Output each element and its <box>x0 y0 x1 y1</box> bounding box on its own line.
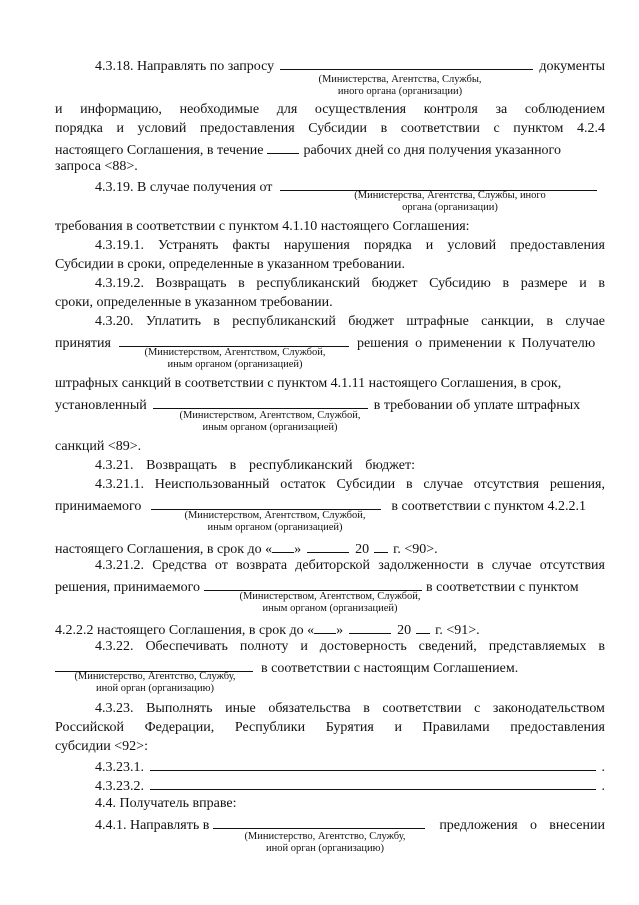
blank-ministry <box>280 57 533 70</box>
clause-4-4: 4.4. Получатель вправе: <box>95 796 237 811</box>
clause-4-3-21-1: 4.3.21.1. Неиспользованный остаток Субсидии в случае отсутствия решения, <box>95 477 605 492</box>
clause-4-3-18: 4.3.18. Направлять по запросу документы <box>95 59 605 74</box>
text-line: и информацию, необходимые для осуществления контроля за соблюдением <box>55 102 605 117</box>
clause-4-3-22: 4.3.22. Обеспечивать полноту и достоверность сведений, представляемых в <box>95 639 605 654</box>
text-line: установленный в требовании об уплате штрафных <box>55 395 605 414</box>
blank-ministry <box>213 815 425 829</box>
caption: (Министерство, Агентство, Службу, иной орган (организацию) <box>74 671 236 694</box>
clause-4-3-21: 4.3.21. Возвращать в республиканский бюджет: <box>95 458 415 473</box>
text-line: запроса <88>. <box>55 159 138 174</box>
text-line: принятия решения о применении к Получателю <box>55 333 605 352</box>
text-line: сроки, определенные в указанном требовании. <box>55 295 333 310</box>
clause-4-3-19-2: 4.3.19.2. Возвращать в республиканский бюджет Субсидию в размере и в <box>95 276 605 291</box>
text-line: решения, принимаемого в соответствии с пунктом <box>55 577 605 596</box>
blank-day <box>314 620 336 634</box>
clause-4-3-23-2: 4.3.23.2. . <box>95 779 605 794</box>
caption: (Министерством, Агентством, Службой, иным органом (организацией) <box>179 410 361 433</box>
clause-4-3-19-1: 4.3.19.1. Устранять факты нарушения порядка и условий предоставления <box>95 238 605 253</box>
blank-month <box>349 620 391 634</box>
text-line: порядка и условий предоставления Субсидии в соответствии с пунктом 4.2.4 <box>55 121 605 136</box>
caption: (Министерством, Агентством, Службой, иным органом (организацией) <box>144 347 326 370</box>
caption: (Министерство, Агентство, Службу, иной орган (организацию) <box>244 831 406 854</box>
clause-4-3-23-1: 4.3.23.1. . <box>95 760 605 775</box>
blank-obligation <box>150 777 596 790</box>
blank-year <box>416 620 430 634</box>
blank-ministry <box>151 496 381 510</box>
caption: (Министерства, Агентства, Службы, иного органа (организации) <box>354 190 546 213</box>
blank-days <box>267 140 299 154</box>
blank-ministry <box>119 333 349 347</box>
text-line: Субсидии в сроки, определенные в указанном требовании. <box>55 257 405 272</box>
text-line: штрафных санкций в соответствии с пунктом 4.1.11 настоящего Соглашения, в срок, <box>55 376 562 391</box>
clause-4-3-21-2: 4.3.21.2. Средства от возврата дебиторской задолженности в случае отсутствия <box>95 558 605 573</box>
clause-4-4-1: 4.4.1. Направлять в предложения о внесении <box>95 815 605 834</box>
text-line: принимаемого в соответствии с пунктом 4.2.2.1 <box>55 496 605 515</box>
text-line: настоящего Соглашения, в срок до « » 20 г. <90>. <box>55 539 605 558</box>
text-line: требования в соответствии с пунктом 4.1.10 настоящего Соглашения: <box>55 219 470 234</box>
blank-obligation <box>150 758 596 771</box>
text-line: настоящего Соглашения, в течение рабочих дней со дня получения указанного <box>55 140 605 159</box>
text-line: санкций <89>. <box>55 439 142 454</box>
blank-ministry <box>153 395 368 409</box>
text-line: субсидии <92>: <box>55 739 148 754</box>
blank-ministry <box>204 577 422 591</box>
caption: (Министерством, Агентством, Службой, иным органом (организацией) <box>184 510 366 533</box>
text-line: 4.2.2.2 настоящего Соглашения, в срок до « » 20 г. <91>. <box>55 620 605 639</box>
text-line: Российской Федерации, Республики Бурятия и Правилами предоставления <box>55 720 605 735</box>
blank-month <box>307 539 349 553</box>
blank-ministry <box>55 658 253 672</box>
clause-4-3-19: 4.3.19. В случае получения от <box>95 178 605 196</box>
clause-4-3-23: 4.3.23. Выполнять иные обязательства в соответствии с законодательством <box>95 701 605 716</box>
caption: (Министерством, Агентством, Службой, иным органом (организацией) <box>239 591 421 614</box>
blank-day <box>272 539 294 553</box>
clause-4-3-20: 4.3.20. Уплатить в республиканский бюджет штрафные санкции, в случае <box>95 314 605 329</box>
blank-year <box>374 539 388 553</box>
text-line: в соответствии с настоящим Соглашением. <box>55 658 605 677</box>
caption: (Министерства, Агентства, Службы, иного органа (организации) <box>318 74 482 97</box>
